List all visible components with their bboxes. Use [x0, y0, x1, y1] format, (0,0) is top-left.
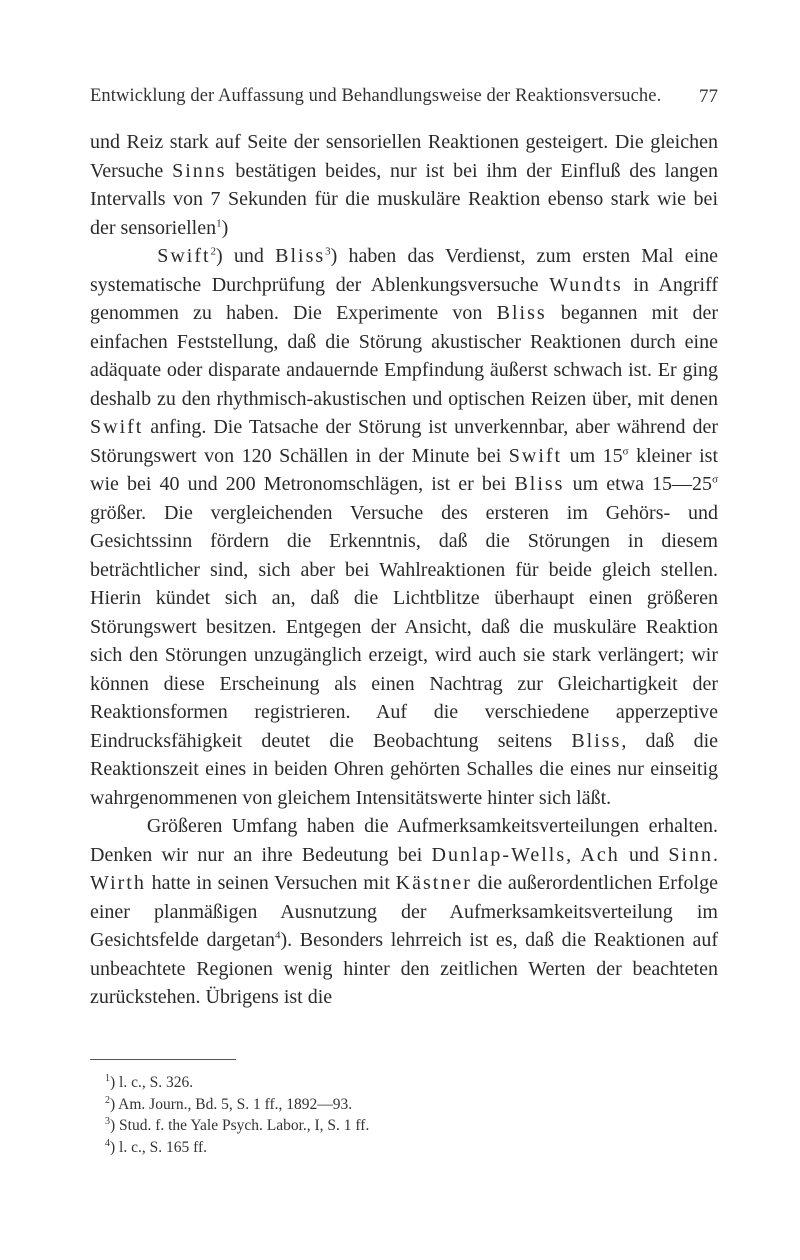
footnote: [105, 1115, 705, 1137]
footnote-number: 2: [105, 1094, 110, 1106]
main-text: [90, 128, 718, 1012]
footnote: [105, 1094, 705, 1116]
footnote-number: 3: [105, 1115, 110, 1127]
text-run: kleiner ist wie bei 40 und 200 Metronomschlägen, ist er bei: [90, 444, 718, 495]
sigma-unit: σ: [622, 444, 629, 457]
text-run: hatte in seinen Versuchen mit: [145, 872, 396, 894]
footnote-ref: 1: [216, 216, 222, 229]
author-name: Swift: [508, 444, 563, 467]
author-name: Wirth: [90, 872, 146, 894]
author-name: Kästner: [395, 872, 472, 894]
footnote-ref: 2: [210, 245, 217, 258]
author-name: Bliss: [514, 473, 565, 495]
text-run: und: [619, 843, 669, 866]
running-title: Entwicklung der Auffassung und Behandlungsweise der Reaktionsversuche.: [90, 86, 662, 106]
author-name: Sinn: [668, 843, 713, 866]
footnote-text: ) l. c., S. 165 ff.: [110, 1138, 208, 1156]
footnote-text: ) Stud. f. the Yale Psych. Labor., I, S. 1 ff.: [110, 1117, 370, 1134]
text-run: größer. Die vergleichenden Versuche des ersteren im Gehörs- und Gesichtssinn fördern die Erkenntnis, daß die Störungen in diesem beträchtlicher sind, sich aber bei Wahlreaktionen für beide gleich stellen. Hierin kündet sich an, daß die Lichtblitze überhaupt einen größeren Störungswert besitzen. Entgegen der Ansicht, daß die muskuläre Reaktion sich den Störungen unzugänglich erzeigt, wird auch sie stark verlängert; wir können diese Erscheinung als einen Nachtrag zur Gleichartigkeit der Reaktionsformen registrieren. Auf die verschiedene apperzeptive Eindrucksfähigkeit deutet die Beobachtung seitens: [90, 501, 718, 752]
text-run: und Reiz stark auf Seite der sensoriellen Reaktionen gesteigert. Die gleichen Versuche: [90, 131, 718, 182]
author-name: Wundts: [549, 273, 623, 296]
footnote: [105, 1072, 705, 1094]
author-name: Swift: [90, 416, 144, 438]
author-name: Dunlap-Wells: [431, 843, 567, 866]
author-name: Swift: [157, 245, 211, 267]
text-run: ) haben das Verdienst, zum ersten Mal eine systematische Durchprüfung der Ablenkungsversuche: [90, 245, 718, 296]
text-run: , daß die Reaktionszeit eines in beiden Ohren gehörten Schalles die eines nur einseitig wahrgenommenen von gleichem Intensitätswerte hinter sich läßt.: [90, 729, 718, 809]
footnotes: [105, 1072, 705, 1158]
page-number: 77: [699, 86, 718, 107]
sigma-unit: σ: [712, 473, 718, 486]
text-run: Größeren Umfang haben die Aufmerksamkeitsverteilungen erhalten. Denken wir nur an ihre Bedeutung bei: [90, 815, 718, 866]
author-name: Bliss: [496, 302, 547, 324]
footnote-ref: 3: [325, 245, 331, 258]
footnote-text: ) Am. Journ., Bd. 5, S. 1 ff., 1892—93.: [110, 1095, 353, 1113]
text-run: ) und: [216, 245, 276, 267]
footnote-text: ) l. c., S. 326.: [110, 1074, 194, 1091]
text-run: um 15: [562, 444, 623, 467]
text-run: ). Besonders lehrreich ist es, daß die Reaktionen auf unbeachtete Regionen wenig hinter den zeitlichen Werten der beachteten zurückstehen. Übrigens ist die: [90, 929, 718, 1008]
paragraph-3: [90, 812, 718, 1012]
author-name: Bliss: [275, 245, 326, 267]
footnote-number: 1: [105, 1072, 110, 1084]
footnote: [105, 1137, 705, 1159]
text-run: ,: [566, 843, 581, 866]
page-header: [90, 86, 718, 110]
text-run: bestätigen beides, nur ist bei ihm der Einfluß des langen Intervalls von 7 Sekunden für die muskuläre Reaktion ebenso stark wie bei der sensoriellen: [90, 159, 718, 239]
text-run: um etwa 15—25: [564, 473, 713, 495]
paragraph-1: [90, 128, 718, 242]
text-run: anfing. Die Tatsache der Störung ist unverkennbar, aber während der Störungswert von 120 Schällen in der Minute bei: [90, 416, 718, 467]
author-name: Bliss: [571, 729, 622, 752]
text-run: in Angriff genommen zu haben. Die Experimente von: [90, 273, 718, 324]
text-run: .: [713, 843, 718, 866]
footnote-divider: [90, 1059, 236, 1060]
paragraph-2: [90, 242, 718, 812]
footnote-ref: 4: [274, 929, 281, 942]
text-run: ): [221, 216, 229, 239]
footnote-number: 4: [105, 1137, 110, 1149]
text-run: begannen mit der einfachen Feststellung, daß die Störung akustischer Reaktionen durch eine adäquate oder disparate andauernde Empfindung äußerst schwach ist. Er ging deshalb zu den rhythmisch-akustischen und optischen Reizen über, mit denen: [90, 302, 718, 410]
author-name: Sinns: [172, 159, 227, 182]
text-run: die außerordentlichen Erfolge einer planmäßigen Ausnutzung der Aufmerksamkeitsverteilung im Gesichtsfelde dargetan: [90, 872, 718, 951]
author-name: Ach: [580, 843, 620, 866]
